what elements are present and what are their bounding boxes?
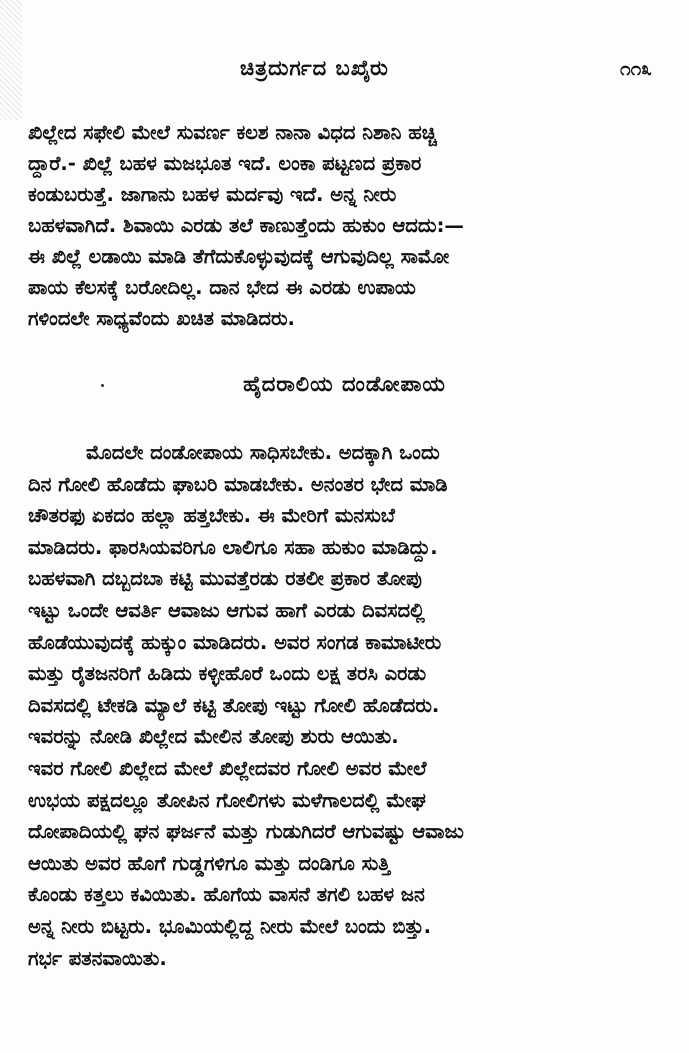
text-line: ಮಾಡಿದರು. ಫಾರಸಿಯವರಿಗೂ ಲಾಲಿಗೂ ಸಹಾ ಹುಕುಂ ಮಾಡಿದ್ದು. [28,535,438,559]
text-line: ಹೊಡೆಯುವುದಕ್ಕೆ ಹುಕ್ಕುಂ ಮಾಡಿದರು. ಅವರ ಸಂಗಡ ಕಾಮಾಟೀರು [28,630,442,654]
paragraph-1 [28,117,668,334]
text-line: ಕೊಂಡು ಕತ್ತಲು ಕವಿಯಿತು. ಹೊಗೆಯ ವಾಸನೆ ತಗಲಿ ಬಹಳ ಜನ [28,883,425,907]
text-line: ಪಾಯ ಕೆಲಸಕ್ಕೆ ಬರೋದಿಲ್ಲ. ದಾನ ಭೇದ ಈ ಎರಡು ಉಪಾಯ [28,276,416,299]
text-line: ಬಹಳವಾಗಿದೆ. ಶಿವಾಯಿ ಎರಡು ತಲೆ ಕಾಣುತ್ತೆಂದು ಹುಕುಂ ಆದದು:— [28,214,464,237]
text-line: ಕಂಡುಬರುತ್ತೆ. ಜಾಗಾನು ಬಹಳ ಮರ್ದವು ಇದೆ. ಅನ್ನ ನೀರು [28,183,397,206]
text-line: ಬಹಳವಾಗಿ ದಬ್ಬದಬಾ ಕಟ್ಟಿ ಮುವತ್ತೆರಡು ರತಲೀ ಪ್ರಕಾರ ತೋಪು [28,567,422,591]
text-line: ಖಿಲ್ಲೇದ ಸಫೇಲಿ ಮೇಲೆ ಸುವರ್ಣ ಕಲಶ ನಾನಾ ವಿಧದ ನಿಶಾನಿ ಹಚ್ಚಿ [28,121,437,144]
running-title: ಚಿತ್ರದುರ್ಗದ ಬಖೈರು [240,56,389,80]
text-line: ಈ ಖಿಲ್ಲೆ ಲಡಾಯಿ ಮಾಡಿ ತೆಗೆದುಕೊಳ್ಳುವುದಕ್ಕೆ ಆಗುವುದಿಲ್ಲ ಸಾಮೋ [28,245,450,268]
text-line: ಇವರ ಗೋಲಿ ಖಿಲ್ಲೇದ ಮೇಲೆ ಖಿಲ್ಲೇದವರ ಗೋಲಿ ಅವರ ಮೇಲೆ [28,756,427,780]
text-line: ದಿನ ಗೋಲಿ ಹೊಡೆದು ಘಾಬರಿ ಮಾಡಬೇಕು. ಅನಂತರ ಭೇದ ಮಾಡಿ [28,472,448,496]
text-line: ಮೊದಲೇ ದಂಡೋಪಾಯ ಸಾಧಿಸಬೇಕು. ಅದಕ್ಕಾಗಿ ಒಂದು [86,441,440,464]
section-heading: ಹೈದರಾಲಿಯ ದಂಡೋಪಾಯ [243,372,446,396]
page-number: ೧೧೩ [620,58,652,80]
text-line: ಗಳಿಂದಲೇ ಸಾಧ್ಯವೆಂದು ಖಚಿತ ಮಾಡಿದರು. [28,307,295,330]
page-header [0,56,689,90]
text-line: ಚೌತರಫು ಏಕದಂ ಹಲ್ಲಾ ಹತ್ತಬೇಕು. ಈ ಮೇರಿಗೆ ಮನಸುಬೆ [28,504,395,528]
text-line: ಇಟ್ಟು ಒಂದೇ ಆವರ್ತಿ ಆವಾಜು ಆಗುವ ಹಾಗೆ ಎರಡು ದಿವಸದಲ್ಲಿ [28,598,425,622]
text-line: ದೋಪಾದಿಯಲ್ಲಿ ಘನ ಘರ್ಜನೆ ಮತ್ತು ಗುಡುಗಿದರೆ ಆಗುವಷ್ಟು ಆವಾಜು [28,820,464,844]
text-line: ಮತ್ತು ರೈತಜನರಿಗೆ ಹಿಡಿದು ಕಳ್ಳೀಹೊರೆ ಒಂದು ಲಕ್ಷ ತರಸಿ ಎರಡು [28,662,427,686]
text-line: ದಿವಸದಲ್ಲಿ ಟೇಕಡಿ ಮ್ಯಾಲೆ ಕಟ್ಟಿ ತೋಪು ಇಟ್ಟು ಗೋಲಿ ಹೊಡೆದರು. [28,693,440,717]
text-line: ಉಭಯ ಪಕ್ಷದಲ್ಲೂ ತೋಪಿನ ಗೋಲಿಗಳು ಮಳೆಗಾಲದಲ್ಲಿ ಮೇಘ [28,788,426,812]
text-line: ಗರ್ಭ ಪತನವಾಯಿತು. [28,946,167,970]
text-line: ಇವರನ್ನು ನೋಡಿ ಖಿಲ್ಲೇದ ಮೇಲಿನ ತೋಪು ಶುರು ಆಯಿತು. [28,725,399,749]
text-line: ಅನ್ನ ನೀರು ಬಿಟ್ಟರು. ಭೂಮಿಯಲ್ಲಿದ್ದ ನೀರು ಮೇಲೆ ಬಂದು ಬಿತ್ತು. [28,914,432,938]
paragraph-2 [28,437,668,974]
text-line: ದ್ದಾರೆ.- ಖಿಲ್ಲೆ ಬಹಳ ಮಜಭೂತ ಇದೆ. ಲಂಕಾ ಪಟ್ಟಣದ ಪ್ರಕಾರ [28,152,422,175]
text-line: ಆಯಿತು ಅವರ ಹೊಗೆ ಗುಡ್ಡಗಳಿಗೂ ಮತ್ತು ದಂಡಿಗೂ ಸುತ್ತಿ [28,851,391,875]
